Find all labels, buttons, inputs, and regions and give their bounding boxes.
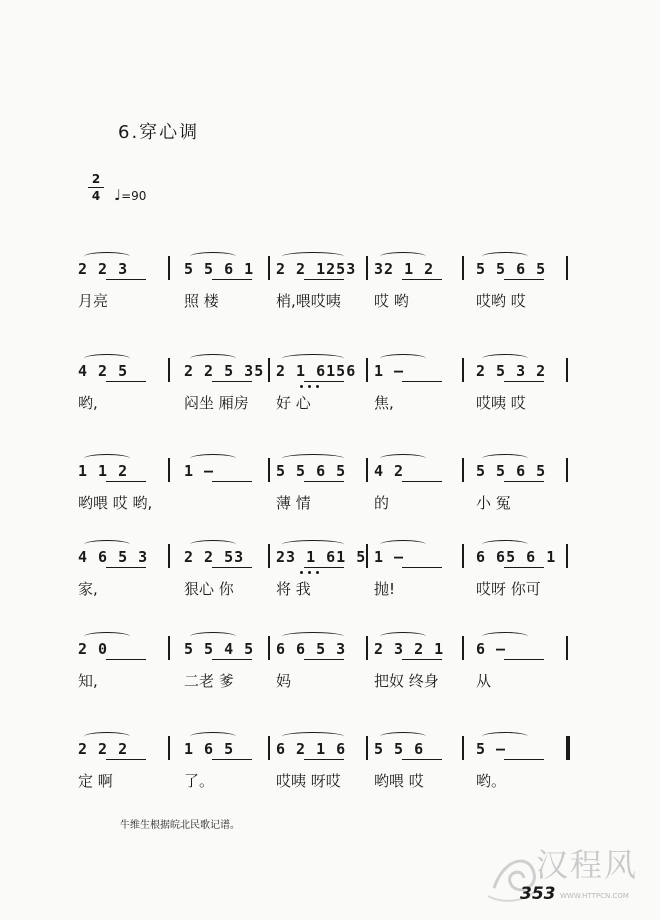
beam [504, 279, 544, 280]
beam [504, 567, 544, 568]
barline [366, 736, 368, 760]
lyric-text: 哟喂 哎 哟, [78, 494, 153, 512]
octave-dot [316, 385, 319, 388]
beam [402, 481, 442, 482]
slur [482, 252, 528, 261]
beam [212, 659, 252, 660]
staff-row [0, 352, 660, 422]
barline [366, 544, 368, 568]
slur [190, 540, 236, 549]
barline [462, 256, 464, 280]
staff-row [0, 538, 660, 608]
measure-notes: 5 — [476, 740, 507, 758]
slur [282, 632, 344, 641]
barline [366, 458, 368, 482]
lyric-text: 焦, [374, 394, 394, 412]
beam [106, 567, 146, 568]
measure-notes: 6 2 1 6 [276, 740, 347, 758]
barline [268, 736, 270, 760]
measure-notes: 2 3 2 1 [374, 640, 445, 658]
beam [212, 759, 252, 760]
staff-row [0, 452, 660, 522]
beam [402, 659, 442, 660]
beam [504, 659, 544, 660]
measure-notes: 2 2 5 35 [184, 362, 265, 380]
barline [268, 458, 270, 482]
barline [566, 256, 568, 280]
time-signature [88, 172, 104, 203]
song-title: 6.穿心调 [118, 122, 200, 143]
meter-bottom: 4 [91, 189, 101, 203]
slur [380, 732, 426, 741]
measure-notes: 32 1 2 [374, 260, 435, 278]
measure-notes: 2 2 53 [184, 548, 245, 566]
slur [84, 732, 130, 741]
tempo-mark [114, 186, 146, 204]
quarter-note-icon: ♩ [114, 186, 122, 204]
measure-notes: 6 — [476, 640, 507, 658]
measure-notes: 1 — [374, 548, 405, 566]
slur [482, 732, 528, 741]
measure-notes: 23 1 61 5 [276, 548, 367, 566]
tempo-value: =90 [121, 189, 147, 203]
lyric-text: 哎咦 呀哎 [276, 772, 341, 790]
barline [566, 544, 568, 568]
lyric-text: 狠心 你 [184, 580, 234, 598]
beam [212, 279, 252, 280]
barline [366, 358, 368, 382]
lyric-text: 梢,喂哎咦 [276, 292, 341, 310]
beam [106, 279, 146, 280]
barline [462, 544, 464, 568]
lyric-text: 的 [374, 494, 390, 512]
barline [168, 736, 170, 760]
meter-top: 2 [91, 172, 101, 186]
measure-notes: 1 1 2 [78, 462, 129, 480]
barline [168, 458, 170, 482]
lyric-text: 妈 [276, 672, 292, 690]
beam [106, 381, 146, 382]
beam [402, 279, 442, 280]
beam [304, 659, 344, 660]
lyric-text: 闷坐 厢房 [184, 394, 249, 412]
lyric-text: 小 冤 [476, 494, 511, 512]
beam [304, 381, 344, 382]
barline [366, 636, 368, 660]
beam [304, 279, 344, 280]
lyric-text: 哎 哟 [374, 292, 409, 310]
measure-notes: 6 6 5 3 [276, 640, 347, 658]
octave-dot [300, 571, 303, 574]
slur [282, 732, 344, 741]
barline [168, 636, 170, 660]
barline [168, 358, 170, 382]
lyric-text: 把奴 终身 [374, 672, 439, 690]
octave-dot [308, 571, 311, 574]
barline [268, 256, 270, 280]
barline [366, 256, 368, 280]
lyric-text: 哟, [78, 394, 98, 412]
measure-notes: 5 5 6 [374, 740, 425, 758]
measure-notes: 2 5 3 2 [476, 362, 547, 380]
lyric-text: 哎呀 你可 [476, 580, 541, 598]
octave-dot [316, 571, 319, 574]
page-number: 353 [520, 884, 556, 904]
barline [566, 636, 568, 660]
slur [190, 732, 236, 741]
measure-notes: 5 5 6 5 [476, 260, 547, 278]
staff-row [0, 630, 660, 700]
octave-dot [308, 385, 311, 388]
measure-notes: 2 2 2 [78, 740, 129, 758]
slur [282, 354, 344, 363]
beam [504, 381, 544, 382]
slur [190, 454, 236, 463]
slur [84, 354, 130, 363]
slur [190, 354, 236, 363]
measure-notes: 5 5 6 5 [476, 462, 547, 480]
barline [268, 358, 270, 382]
measure-notes: 2 2 3 [78, 260, 129, 278]
watermark-text: 汉程风 [536, 846, 639, 884]
beam [212, 481, 252, 482]
slur [482, 354, 528, 363]
barline [168, 256, 170, 280]
measure-notes: 5 5 4 5 [184, 640, 255, 658]
lyric-text: 定 啊 [78, 772, 113, 790]
slur [380, 632, 426, 641]
measure-notes: 4 2 [374, 462, 405, 480]
slur [282, 454, 344, 463]
lyric-text: 照 楼 [184, 292, 219, 310]
watermark-url: WWW.HTTPCN.COM [560, 892, 629, 900]
barline [462, 458, 464, 482]
barline [462, 636, 464, 660]
staff-row [0, 250, 660, 320]
staff-row [0, 730, 660, 800]
barline [168, 544, 170, 568]
measure-notes: 1 — [184, 462, 215, 480]
slur [282, 252, 344, 261]
barline [268, 636, 270, 660]
slur [380, 540, 426, 549]
beam [402, 759, 442, 760]
slur [380, 252, 426, 261]
measure-notes: 2 1 6156 [276, 362, 357, 380]
lyric-text: 将 我 [276, 580, 311, 598]
lyric-text: 二老 爹 [184, 672, 234, 690]
slur [380, 454, 426, 463]
beam [106, 481, 146, 482]
measure-notes: 4 2 5 [78, 362, 129, 380]
slur [84, 632, 130, 641]
lyric-text: 月亮 [78, 292, 109, 310]
lyric-text: 哟。 [476, 772, 507, 790]
beam [504, 481, 544, 482]
beam [106, 759, 146, 760]
beam [402, 567, 442, 568]
measure-notes: 1 6 5 [184, 740, 235, 758]
octave-dot [300, 385, 303, 388]
lyric-text: 抛! [374, 580, 396, 598]
slur [482, 454, 528, 463]
measure-notes: 4 6 5 3 [78, 548, 149, 566]
barline [268, 544, 270, 568]
measure-notes: 2 2 1253 [276, 260, 357, 278]
slur [282, 540, 344, 549]
measure-notes: 2 0 [78, 640, 109, 658]
lyric-text: 好 心 [276, 394, 311, 412]
lyric-text: 从 [476, 672, 492, 690]
beam [212, 381, 252, 382]
slur [84, 540, 130, 549]
measure-notes: 5 5 6 1 [184, 260, 255, 278]
slur [190, 252, 236, 261]
transcription-credit: 牛维生根据皖北民歌记谱。 [120, 820, 240, 831]
lyric-text: 哎咦 哎 [476, 394, 526, 412]
lyric-text: 知, [78, 672, 98, 690]
lyric-text: 了。 [184, 772, 215, 790]
slur [482, 540, 528, 549]
slur [84, 454, 130, 463]
slur [190, 632, 236, 641]
beam [504, 759, 544, 760]
beam [212, 567, 252, 568]
barline [462, 736, 464, 760]
measure-notes: 1 — [374, 362, 405, 380]
beam [106, 659, 146, 660]
slur [84, 252, 130, 261]
barline [462, 358, 464, 382]
final-barline [566, 736, 570, 760]
lyric-text: 薄 情 [276, 494, 311, 512]
barline [566, 458, 568, 482]
beam [304, 481, 344, 482]
lyric-text: 哟喂 哎 [374, 772, 424, 790]
beam [304, 759, 344, 760]
lyric-text: 哎哟 哎 [476, 292, 526, 310]
beam [402, 381, 442, 382]
slur [482, 632, 528, 641]
slur [380, 354, 426, 363]
beam [304, 567, 344, 568]
measure-notes: 5 5 6 5 [276, 462, 347, 480]
lyric-text: 家, [78, 580, 98, 598]
barline [566, 358, 568, 382]
measure-notes: 6 65 6 1 [476, 548, 557, 566]
